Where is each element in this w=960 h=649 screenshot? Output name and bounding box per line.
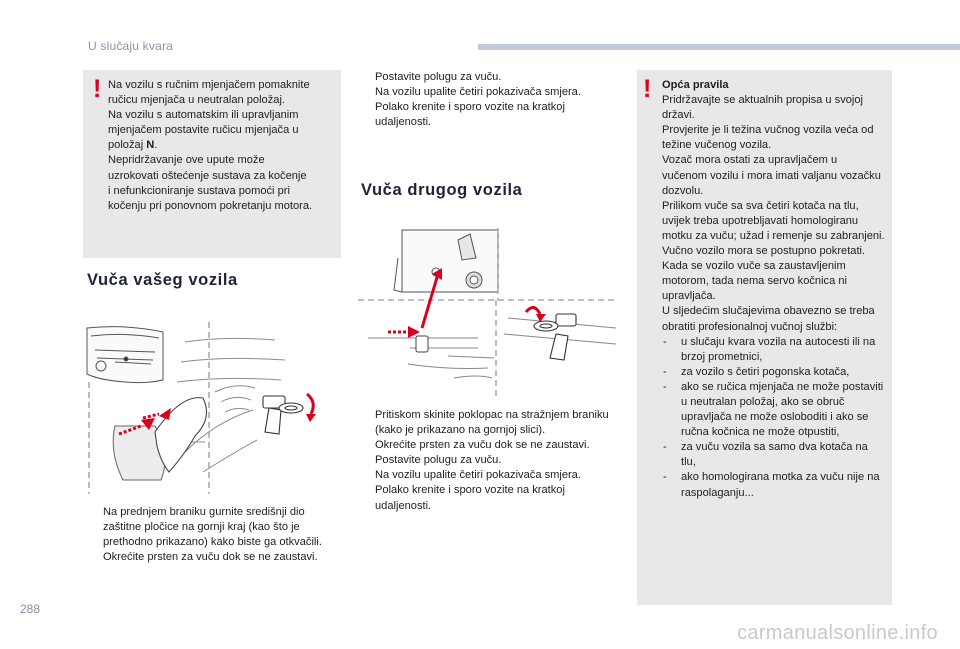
general-rules-title: Opća pravila (662, 79, 729, 91)
professional-towing-cases (662, 335, 885, 501)
warning-text: Na vozilu s ručnim mjenjačem pomaknite ručicu mjenjača u neutralan položaj. Na vozilu s automatskim ili upravljanim mjenjačem postavite ručicu mjenjača u položaj N. Nepridržavanje ove upute može uzrokovati oštećenje sustava za kočenje i nefunkcioniranje sustava pomoći pri kočenju pri ponovnom pokretanju motora. (108, 79, 313, 212)
list-item: - u slučaju kvara vozila na autocesti ili na brzoj prometnici, (663, 335, 876, 363)
list-item: - ako se ručica mjenjača ne može postaviti u neutralan položaj, ako se obruč upravljača ne može osloboditi i ako se ručna kočnica ne može otpustiti, (663, 380, 884, 439)
list-item: Na vozilu upalite četiri pokazivača smjera. (375, 86, 581, 99)
list-item: - za vuču vozila sa samo dva kotača na tlu, (663, 441, 868, 469)
watermark: carmanualsonline.info (737, 622, 938, 644)
gear-position: N (146, 139, 155, 152)
list-item: Na prednjem braniku gurnite središnji dio zaštitne pločice na gornji kraj (kao što je prethodno prikazano) kako biste ga otkvačili. (103, 506, 322, 549)
heading-tow-your-vehicle: Vuča vašeg vozila (87, 271, 238, 289)
front-tow-figure (85, 322, 341, 494)
warning-icon: ! (643, 75, 652, 103)
list-item: Polako krenite i sporo vozite na kratkoj udaljenosti. (375, 484, 565, 512)
header-bar (478, 44, 960, 50)
list-item: Postavite polugu za vuču. (375, 454, 502, 467)
general-rules-text: Opća pravila Pridržavajte se aktualnih propisa u svojoj državi. Provjerite je li težina vučnog vozila veća od težine vučenog vozila. Vozač mora ostati za upravljačem u vučenom vozilu i mora imati valjanu vozačku dozvolu. Prilikom vuče sa sva četiri kotača na tlu, uvijek treba upotrebljavati homologiranu motku za vuču; užad i remenje su zabranjeni. Vučno vozilo mora se postupno pokretati. Kada se vozilo vuče sa zaustavljenim motorom, tada nema servo kočnica ni upravljača. U sljedećim slučajevima obavezno se treba obratiti profesionalnoj vučnoj službi: - u slučaju kvara vozila na autocesti ili na brzoj prometnici, - za vozilo s četiri pogonska kotača, - ako se ručica mjenjača ne može postaviti u neutralan položaj, ako se obruč upravljača ne može osloboditi i ako se ručna kočnica ne može otpustiti, - za vuču vozila sa samo dva kotača na tlu, - ako homologirana motka za vuču nije na raspolaganju... (662, 78, 885, 501)
list-item: - za vozilo s četiri pogonska kotača, (663, 365, 850, 378)
tow-procedure-steps-bottom (360, 408, 618, 514)
car-front-inset (87, 327, 163, 383)
front-tow-steps (88, 505, 340, 565)
list-item: Postavite polugu za vuču. (375, 71, 502, 83)
list-item: Okrećite prsten za vuču dok se ne zaustavi. (103, 551, 318, 564)
car-rear-inset (394, 230, 498, 292)
list-item: - ako homologirana motka za vuču nije na raspolaganju... (663, 471, 880, 499)
section-title: U slučaju kvara (88, 39, 174, 53)
list-item: Na vozilu upalite četiri pokazivača smjera. (375, 469, 581, 482)
page-number: 288 (20, 602, 41, 616)
warning-icon: ! (93, 75, 102, 103)
list-item: Polako krenite i sporo vozite na kratkoj udaljenosti. (375, 101, 565, 129)
list-item: Pritiskom skinite poklopac na stražnjem braniku (kako je prikazano na gornjoj slici). (375, 409, 609, 437)
heading-tow-another-vehicle: Vuča drugog vozila (361, 181, 523, 199)
tow-hook-icon (263, 396, 303, 434)
list-item: Okrećite prsten za vuču dok se ne zaustavi. (375, 439, 590, 452)
rear-tow-figure (358, 228, 616, 400)
tow-procedure-steps-top (360, 70, 616, 130)
